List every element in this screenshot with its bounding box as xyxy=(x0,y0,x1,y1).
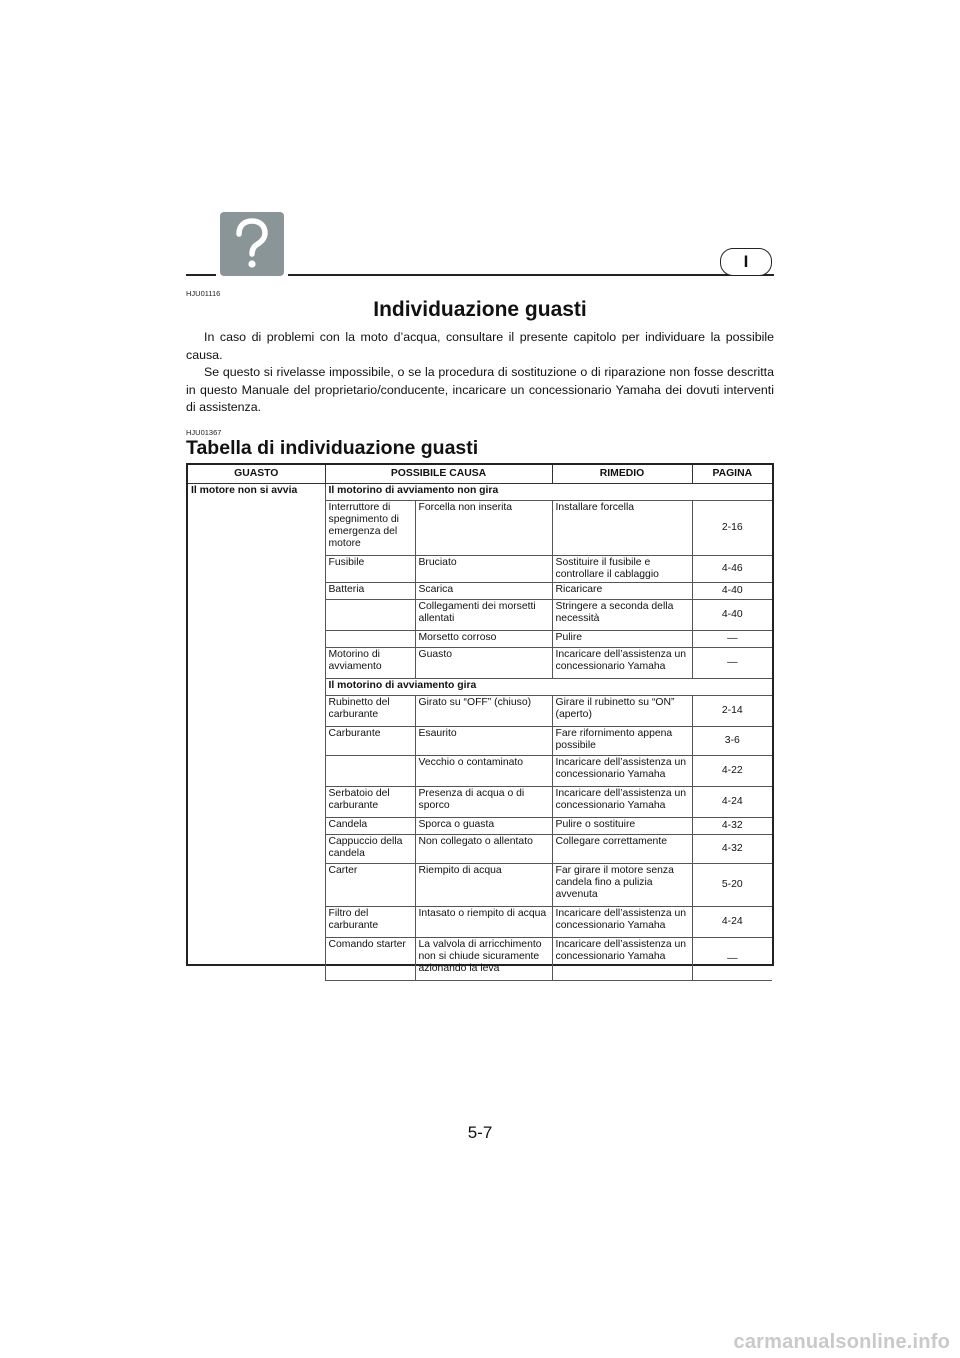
part-cell: Batteria xyxy=(325,583,415,600)
cause-cell: La valvola di arricchimento non si chiude sicuramente azionando la leva xyxy=(415,938,552,981)
cause-cell: Vecchio o contaminato xyxy=(415,756,552,787)
group-title: Il motorino di avviamento gira xyxy=(325,679,772,696)
group-row xyxy=(188,484,772,501)
table-header-row xyxy=(188,465,772,484)
page-cell: 4-32 xyxy=(692,835,772,864)
page-cell: 4-46 xyxy=(692,556,772,583)
intro-text xyxy=(186,329,774,417)
page-cell: 5-20 xyxy=(692,864,772,907)
cause-cell: Scarica xyxy=(415,583,552,600)
part-cell: Rubinetto del carburante xyxy=(325,696,415,727)
col-header-cause: POSSIBILE CAUSA xyxy=(325,465,552,484)
page-cell: 3-6 xyxy=(692,727,772,756)
watermark: carmanualsonline.info xyxy=(733,1331,950,1353)
table xyxy=(188,465,772,981)
cause-cell: Sporca o guasta xyxy=(415,818,552,835)
header-rule-left xyxy=(186,274,216,276)
remedy-cell: Incaricare dell’assistenza un concessionario Yamaha xyxy=(552,938,692,981)
section-title: Tabella di individuazione guasti xyxy=(186,437,479,459)
remedy-cell: Incaricare dell’assistenza un concessionario Yamaha xyxy=(552,787,692,818)
part-cell: Interruttore di spegnimento di emergenza del motore xyxy=(325,501,415,556)
remedy-cell: Fare rifornimento appena possibile xyxy=(552,727,692,756)
cause-cell: Collegamenti dei morsetti allentati xyxy=(415,600,552,631)
section-code: HJU01367 xyxy=(186,428,222,437)
page-cell: 2-14 xyxy=(692,696,772,727)
page-cell: 4-40 xyxy=(692,600,772,631)
remedy-cell: Stringere a seconda della necessità xyxy=(552,600,692,631)
page-cell: 2-16 xyxy=(692,501,772,556)
language-badge: I xyxy=(720,248,772,276)
cause-cell: Riempito di acqua xyxy=(415,864,552,907)
remedy-cell: Incaricare dell’assistenza un concessionario Yamaha xyxy=(552,648,692,679)
page-cell: 4-24 xyxy=(692,907,772,938)
cause-cell: Girato su “OFF” (chiuso) xyxy=(415,696,552,727)
intro-paragraph: Se questo si rivelasse impossibile, o se la procedura di sostituzione o di riparazione non fosse descritta in questo Manuale del proprietario/conducente, incaricare un concessionario Yamaha dei dovuti interventi di assistenza. xyxy=(186,365,774,414)
col-header-remedy: RIMEDIO xyxy=(552,465,692,484)
page-cell: 4-40 xyxy=(692,583,772,600)
fault-cell: Il motore non si avvia xyxy=(188,484,325,981)
question-mark-icon xyxy=(230,217,274,271)
help-icon-box xyxy=(220,212,284,276)
page-cell: 4-22 xyxy=(692,756,772,787)
cause-cell: Guasto xyxy=(415,648,552,679)
page-title: Individuazione guasti xyxy=(373,298,587,321)
remedy-cell: Installare forcella xyxy=(552,501,692,556)
part-cell: Serbatoio del carburante xyxy=(325,787,415,818)
cause-cell: Bruciato xyxy=(415,556,552,583)
remedy-cell: Girare il rubinetto su “ON” (aperto) xyxy=(552,696,692,727)
cause-cell: Intasato o riempito di acqua xyxy=(415,907,552,938)
remedy-cell: Far girare il motore senza candela fino a pulizia avvenuta xyxy=(552,864,692,907)
page-cell: — xyxy=(692,631,772,648)
group-title: Il motorino di avviamento non gira xyxy=(325,484,772,501)
remedy-cell: Ricaricare xyxy=(552,583,692,600)
page-cell: — xyxy=(692,648,772,679)
page-cell: 4-24 xyxy=(692,787,772,818)
part-cell: Comando starter xyxy=(325,938,415,981)
part-cell: Fusibile xyxy=(325,556,415,583)
page-cell: 4-32 xyxy=(692,818,772,835)
part-cell xyxy=(325,600,415,631)
remedy-cell: Incaricare dell’assistenza un concessionario Yamaha xyxy=(552,907,692,938)
remedy-cell: Pulire o sostituire xyxy=(552,818,692,835)
col-header-page: PAGINA xyxy=(692,465,772,484)
cause-cell: Non collegato o allentato xyxy=(415,835,552,864)
remedy-cell: Collegare correttamente xyxy=(552,835,692,864)
part-cell: Filtro del carburante xyxy=(325,907,415,938)
part-cell: Candela xyxy=(325,818,415,835)
part-cell: Motorino di avviamento xyxy=(325,648,415,679)
cause-cell: Forcella non inserita xyxy=(415,501,552,556)
page-number: 5-7 xyxy=(467,1123,493,1142)
remedy-cell: Pulire xyxy=(552,631,692,648)
cause-cell: Presenza di acqua o di sporco xyxy=(415,787,552,818)
cause-cell: Morsetto corroso xyxy=(415,631,552,648)
part-cell: Carter xyxy=(325,864,415,907)
remedy-cell: Incaricare dell’assistenza un concessionario Yamaha xyxy=(552,756,692,787)
part-cell: Carburante xyxy=(325,727,415,756)
table-body xyxy=(188,484,772,981)
remedy-cell: Sostituire il fusibile e controllare il cablaggio xyxy=(552,556,692,583)
section-code: HJU01116 xyxy=(186,289,221,298)
troubleshooting-table xyxy=(186,463,774,974)
part-cell: Cappuccio della candela xyxy=(325,835,415,864)
intro-paragraph: In caso di problemi con la moto d’acqua, consultare il presente capitolo per individuare la possibile causa. xyxy=(186,330,774,362)
col-header-fault: GUASTO xyxy=(188,465,325,484)
page-cell: — xyxy=(692,938,772,981)
header-rule-right xyxy=(288,274,774,276)
part-cell xyxy=(325,756,415,787)
cause-cell: Esaurito xyxy=(415,727,552,756)
part-cell xyxy=(325,631,415,648)
